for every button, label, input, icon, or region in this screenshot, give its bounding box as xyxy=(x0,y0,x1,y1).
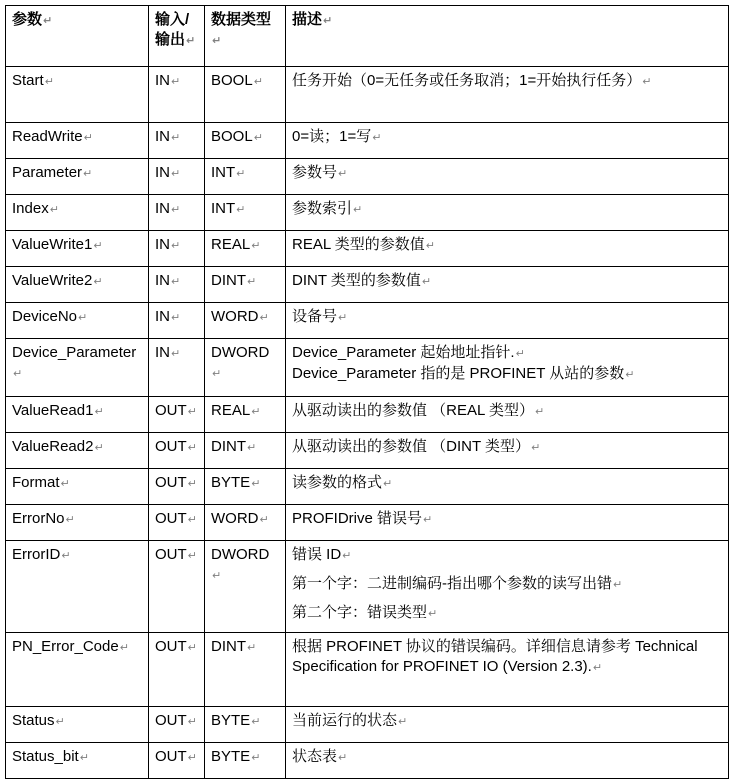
desc-line: 根据 PROFINET 协议的错误编码。详细信息请参考 Technical Specification for PROFINET IO (Version 2.3).↵ xyxy=(292,638,698,675)
cell-io-text: IN xyxy=(155,344,170,361)
cell-param-text: ErrorNo xyxy=(12,510,65,527)
cell-io-text: OUT xyxy=(155,402,187,419)
cell-desc xyxy=(286,397,729,433)
cell-type-text: REAL xyxy=(211,236,251,253)
cell-type: DINT↵ xyxy=(205,267,286,303)
cell-io: IN↵ xyxy=(149,231,205,267)
cell-param: Status_bit↵ xyxy=(6,743,149,779)
desc-line: Device_Parameter 指的是 PROFINET 从站的参数↵ xyxy=(292,365,635,382)
cell-param-text: ValueRead2 xyxy=(12,438,94,455)
cell-param-text: Format xyxy=(12,474,60,491)
cell-param-text: PN_Error_Code xyxy=(12,638,119,655)
desc-line: 当前运行的状态↵ xyxy=(292,712,408,729)
cell-type: INT↵ xyxy=(205,195,286,231)
cell-type-text: BYTE xyxy=(211,748,251,765)
cell-type-text: WORD xyxy=(211,308,259,325)
table-row xyxy=(6,267,729,303)
cell-desc xyxy=(286,707,729,743)
cell-io: OUT↵ xyxy=(149,541,205,633)
desc-line: 状态表↵ xyxy=(292,748,348,765)
cell-param-text: ValueWrite1 xyxy=(12,236,93,253)
cell-type-text: INT xyxy=(211,164,236,181)
cell-type: BYTE↵ xyxy=(205,707,286,743)
cell-desc xyxy=(286,743,729,779)
cell-io-text: OUT xyxy=(155,748,187,765)
cell-desc xyxy=(286,541,729,633)
cell-type-text: DWORD xyxy=(211,546,270,563)
cell-type-text: BYTE xyxy=(211,712,251,729)
cell-desc xyxy=(286,469,729,505)
cell-io-text: IN xyxy=(155,164,170,181)
cell-io: OUT↵ xyxy=(149,433,205,469)
cell-type-text: DINT xyxy=(211,438,246,455)
cell-param: Device_Parameter↵ xyxy=(6,339,149,397)
cell-type: BYTE↵ xyxy=(205,469,286,505)
cell-type: WORD↵ xyxy=(205,505,286,541)
cell-param-text: Status xyxy=(12,712,55,729)
cell-type: REAL↵ xyxy=(205,397,286,433)
cell-param: ValueRead2↵ xyxy=(6,433,149,469)
cell-param: Format↵ xyxy=(6,469,149,505)
table-row xyxy=(6,67,729,123)
cell-io-text: IN xyxy=(155,72,170,89)
desc-line: 从驱动读出的参数值 （REAL 类型）↵ xyxy=(292,402,545,419)
cell-io-text: OUT xyxy=(155,474,187,491)
cell-type: DWORD↵ xyxy=(205,339,286,397)
table-row xyxy=(6,231,729,267)
cell-type-text: DINT xyxy=(211,638,246,655)
desc-line: 参数号↵ xyxy=(292,164,348,181)
desc-line: 错误 ID↵ xyxy=(292,546,352,563)
cell-io-text: IN xyxy=(155,308,170,325)
table-row xyxy=(6,505,729,541)
table-body xyxy=(6,67,729,779)
cell-io: IN↵ xyxy=(149,67,205,123)
cell-io: OUT↵ xyxy=(149,397,205,433)
cell-io-text: OUT xyxy=(155,546,187,563)
cell-param: ValueWrite1↵ xyxy=(6,231,149,267)
cell-desc xyxy=(286,195,729,231)
table-row xyxy=(6,633,729,707)
table-row xyxy=(6,743,729,779)
cell-type-text: BYTE xyxy=(211,474,251,491)
cell-type-text: REAL xyxy=(211,402,251,419)
cell-param-text: Device_Parameter xyxy=(12,344,137,361)
cell-param: DeviceNo↵ xyxy=(6,303,149,339)
table-row xyxy=(6,397,729,433)
cell-io: IN↵ xyxy=(149,123,205,159)
cell-io: IN↵ xyxy=(149,303,205,339)
header-type: 数据类型↵ xyxy=(205,6,286,67)
table-row xyxy=(6,159,729,195)
cell-io: OUT↵ xyxy=(149,469,205,505)
cell-io: OUT↵ xyxy=(149,707,205,743)
cell-param-text: Parameter xyxy=(12,164,83,181)
cell-type-text: BOOL xyxy=(211,128,253,145)
cell-param-text: ReadWrite xyxy=(12,128,83,145)
cell-param: ValueWrite2↵ xyxy=(6,267,149,303)
table-row xyxy=(6,469,729,505)
cell-type-text: BOOL xyxy=(211,72,253,89)
cell-desc xyxy=(286,231,729,267)
desc-line: 设备号↵ xyxy=(292,308,348,325)
cell-param-text: Index xyxy=(12,200,49,217)
cell-param: PN_Error_Code↵ xyxy=(6,633,149,707)
header-param: 参数↵ xyxy=(6,6,149,67)
cell-desc xyxy=(286,339,729,397)
cell-param-text: ValueWrite2 xyxy=(12,272,93,289)
cell-io-text: IN xyxy=(155,272,170,289)
cell-type: BYTE↵ xyxy=(205,743,286,779)
cell-io-text: OUT xyxy=(155,638,187,655)
desc-line: Device_Parameter 起始地址指针.↵ xyxy=(292,344,525,361)
cell-param: Status↵ xyxy=(6,707,149,743)
table-row xyxy=(6,303,729,339)
cell-io-text: OUT xyxy=(155,712,187,729)
cell-desc xyxy=(286,123,729,159)
cell-type-text: DWORD xyxy=(211,344,270,361)
desc-line: 第一个字：二进制编码-指出哪个参数的读写出错↵ xyxy=(292,575,623,592)
header-io: 输入/输出↵ xyxy=(149,6,205,67)
cell-param: Index↵ xyxy=(6,195,149,231)
header-desc: 描述↵ xyxy=(286,6,729,67)
cell-io: OUT↵ xyxy=(149,743,205,779)
cell-type-text: INT xyxy=(211,200,236,217)
cell-io: IN↵ xyxy=(149,339,205,397)
cell-type: DINT↵ xyxy=(205,433,286,469)
cell-param: Parameter↵ xyxy=(6,159,149,195)
cell-type: REAL↵ xyxy=(205,231,286,267)
cell-type: DWORD↵ xyxy=(205,541,286,633)
cell-type: BOOL↵ xyxy=(205,123,286,159)
cell-type: BOOL↵ xyxy=(205,67,286,123)
cell-param-text: ErrorID xyxy=(12,546,61,563)
desc-line: 0=读；1=写↵ xyxy=(292,128,382,145)
table-row xyxy=(6,541,729,633)
cell-io-text: OUT xyxy=(155,438,187,455)
desc-line: 读参数的格式↵ xyxy=(292,474,393,491)
cell-type-text: WORD xyxy=(211,510,259,527)
table-row xyxy=(6,433,729,469)
cell-desc xyxy=(286,303,729,339)
table-header-row xyxy=(6,6,729,67)
desc-line: PROFIDrive 错误号↵ xyxy=(292,510,433,527)
cell-type-text: DINT xyxy=(211,272,246,289)
desc-line: 参数索引↵ xyxy=(292,200,363,217)
table-row xyxy=(6,707,729,743)
cell-desc xyxy=(286,267,729,303)
cell-param-text: DeviceNo xyxy=(12,308,78,325)
cell-io: IN↵ xyxy=(149,195,205,231)
cell-desc xyxy=(286,159,729,195)
desc-line: 任务开始（0=无任务或任务取消；1=开始执行任务）↵ xyxy=(292,72,652,89)
cell-io: IN↵ xyxy=(149,159,205,195)
cell-desc xyxy=(286,67,729,123)
cell-io: OUT↵ xyxy=(149,633,205,707)
cell-io-text: IN xyxy=(155,128,170,145)
cell-io-text: IN xyxy=(155,200,170,217)
cell-param: ErrorNo↵ xyxy=(6,505,149,541)
table-row xyxy=(6,195,729,231)
desc-line: REAL 类型的参数值↵ xyxy=(292,236,436,253)
cell-param-text: Start xyxy=(12,72,44,89)
cell-type: WORD↵ xyxy=(205,303,286,339)
parameter-table xyxy=(5,5,729,779)
cell-param-text: ValueRead1 xyxy=(12,402,94,419)
desc-line: 从驱动读出的参数值 （DINT 类型）↵ xyxy=(292,438,541,455)
cell-desc xyxy=(286,433,729,469)
desc-line: DINT 类型的参数值↵ xyxy=(292,272,432,289)
cell-io: OUT↵ xyxy=(149,505,205,541)
cell-type: DINT↵ xyxy=(205,633,286,707)
cell-param-text: Status_bit xyxy=(12,748,79,765)
table-row xyxy=(6,339,729,397)
cell-desc xyxy=(286,633,729,707)
table-row xyxy=(6,123,729,159)
cell-type: INT↵ xyxy=(205,159,286,195)
desc-line: 第二个字：错误类型↵ xyxy=(292,604,438,621)
cell-param: ValueRead1↵ xyxy=(6,397,149,433)
cell-io: IN↵ xyxy=(149,267,205,303)
cell-param: ErrorID↵ xyxy=(6,541,149,633)
cell-param: ReadWrite↵ xyxy=(6,123,149,159)
cell-param: Start↵ xyxy=(6,67,149,123)
cell-desc xyxy=(286,505,729,541)
cell-io-text: IN xyxy=(155,236,170,253)
cell-io-text: OUT xyxy=(155,510,187,527)
